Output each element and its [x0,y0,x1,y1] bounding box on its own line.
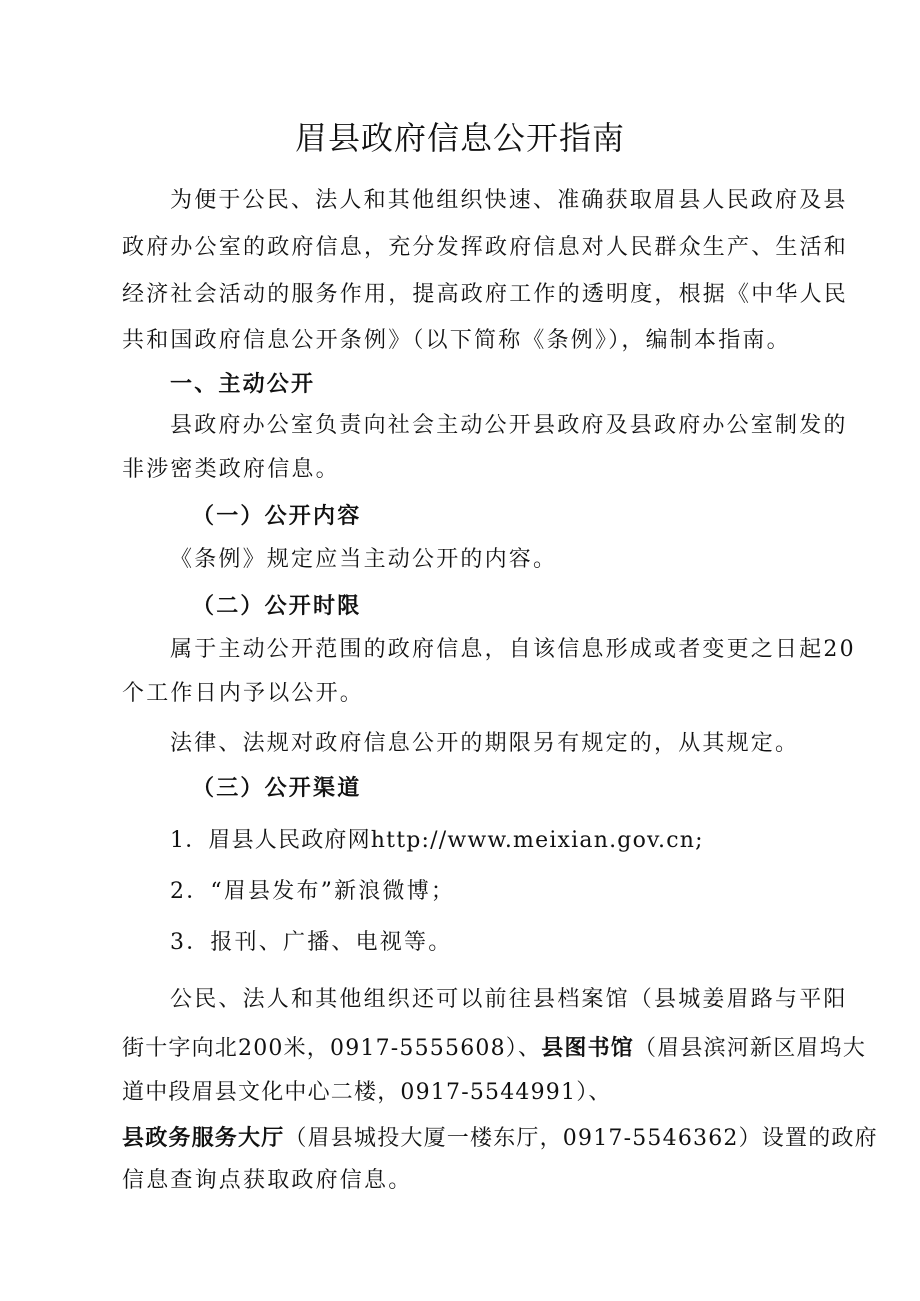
service-hall-name: 县政务服务大厅 [122,1125,285,1151]
section1-heading: 一、主动公开 [170,371,316,397]
intro-line-2: 政府办公室的政府信息，充分发挥政府信息对人民群众生产、生活和 [122,235,849,260]
sub1-heading: （一）公开内容 [192,503,362,529]
channel-item-website: 1．眉县人民政府网http://www.meixian.gov.cn; [170,828,704,853]
channel-item-weibo: 2．“眉县发布”新浪微博； [170,879,456,904]
sub2-text-2: 法律、法规对政府信息公开的期限另有规定的，从其规定。 [170,731,800,756]
sub3-heading: （三）公开渠道 [192,775,362,801]
closing-line-5: 信息查询点获取政府信息。 [122,1168,413,1193]
closing-line-2-start: 街十字向北200米，0917-5555608）、 [122,1036,542,1061]
intro-line-3: 经济社会活动的服务作用，提高政府工作的透明度，根据《中华人民 [122,282,849,307]
intro-line-4: 共和国政府信息公开条例》（以下简称《条例》），编制本指南。 [122,328,791,353]
closing-line-2 [122,1033,866,1064]
closing-line-2-end: （眉县滨河新区眉坞大 [634,1036,867,1061]
sub1-text: 《条例》规定应当主动公开的内容。 [170,547,558,572]
closing-line-4-end: （眉县城投大厦一楼东厅，0917-5546362）设置的政府 [284,1126,878,1151]
closing-line-4 [122,1123,878,1154]
sub2-text-line-2: 个工作日内予以公开。 [122,681,365,706]
sub2-heading: （二）公开时限 [192,593,362,619]
closing-line-1: 公民、法人和其他组织还可以前往县档案馆（县城姜眉路与平阳 [170,987,848,1012]
closing-line-3: 道中段眉县文化中心二楼，0917-5544991）、 [122,1080,612,1105]
section1-para-line-2: 非涉密类政府信息。 [122,457,340,482]
library-name: 县图书馆 [541,1035,635,1061]
intro-line-1: 为便于公民、法人和其他组织快速、准确获取眉县人民政府及县 [170,188,848,213]
channel-item-media: 3．报刊、广播、电视等。 [170,930,453,955]
sub2-text-line-1: 属于主动公开范围的政府信息，自该信息形成或者变更之日起20 [170,637,856,662]
section1-para-line-1: 县政府办公室负责向社会主动公开县政府及县政府办公室制发的 [170,413,848,438]
document-title: 眉县政府信息公开指南 [294,119,625,157]
